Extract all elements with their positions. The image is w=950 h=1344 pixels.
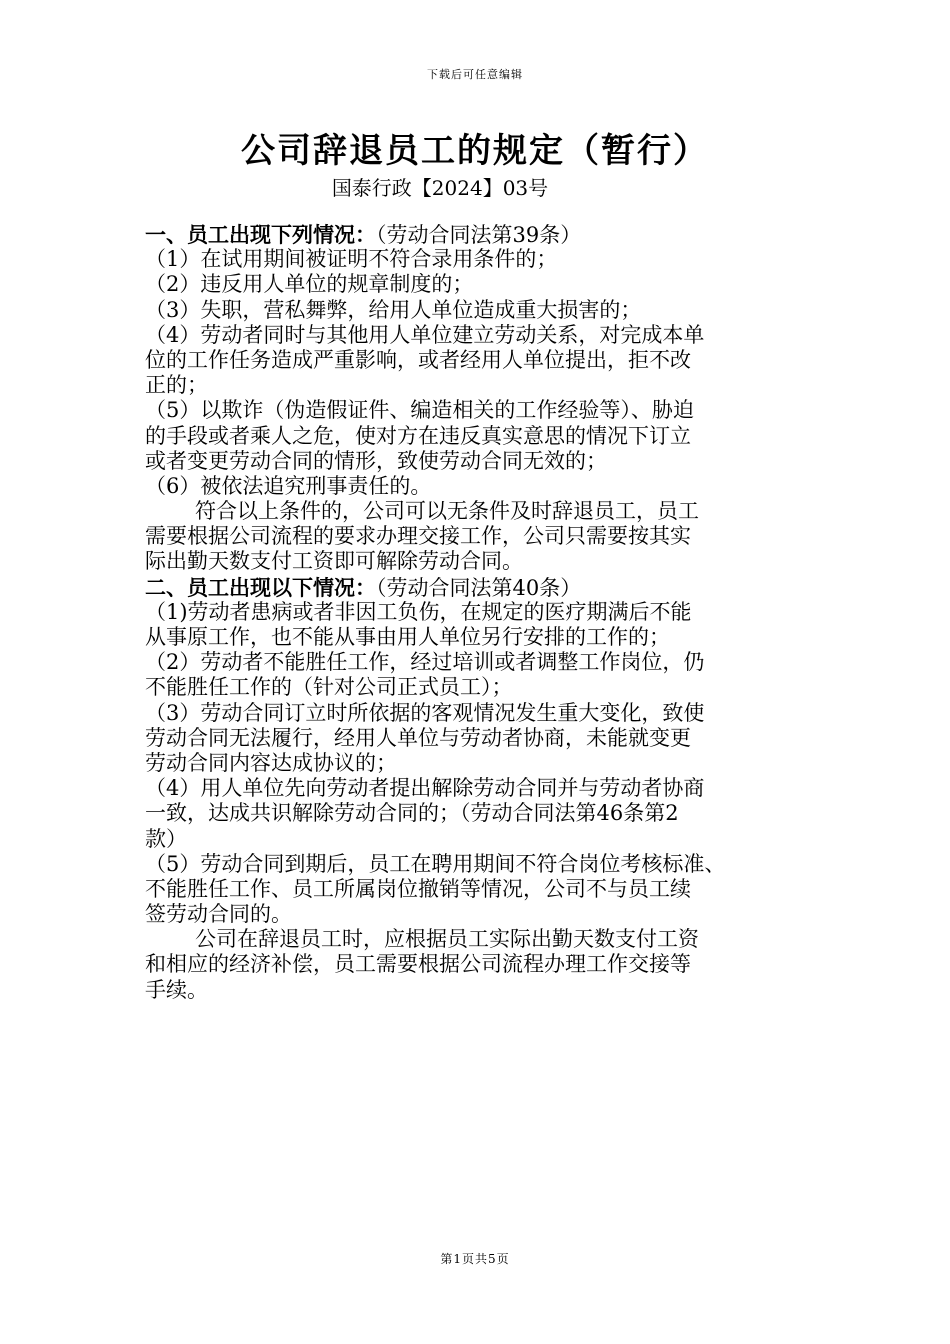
document-body xyxy=(145,222,810,1003)
section2-summary-line: 和相应的经济补偿，员工需要根据公司流程办理工作交接等 xyxy=(145,952,691,977)
section2-heading-line xyxy=(145,575,810,600)
section1-line: （2）违反用人单位的规章制度的； xyxy=(145,272,474,297)
section1-line: 正的； xyxy=(145,373,208,398)
section1-line: 的手段或者乘人之危，使对方在违反真实意思的情况下订立 xyxy=(145,423,691,448)
section2-line: 一致，达成共识解除劳动合同的；（劳动合同法第46条第2 xyxy=(145,801,679,826)
section1-summary-line: 需要根据公司流程的要求办理交接工作，公司只需要按其实 xyxy=(145,524,691,549)
section2-line: （3）劳动合同订立时所依据的客观情况发生重大变化，致使 xyxy=(145,700,705,725)
section2-summary-line: 公司在辞退员工时，应根据员工实际出勤天数支付工资 xyxy=(195,927,699,952)
section2-heading: 二、员工出现以下情况： xyxy=(145,574,376,600)
section2-line: 不能胜任工作的（针对公司正式员工）； xyxy=(145,675,513,700)
section1-line: （4）劳动者同时与其他用人单位建立劳动关系，对完成本单 xyxy=(145,322,705,347)
section2-line: 劳动合同无法履行，经用人单位与劳动者协商，未能就变更 xyxy=(145,725,691,750)
section1-line: 或者变更劳动合同的情形，致使劳动合同无效的； xyxy=(145,448,607,473)
section2-line: （4）用人单位先向劳动者提出解除劳动合同并与劳动者协商 xyxy=(145,776,705,801)
document-number: 国泰行政【2024】03号 xyxy=(331,176,549,200)
section2-line: 签劳动合同的。 xyxy=(145,902,292,927)
section2-summary-line: 手续。 xyxy=(145,977,208,1002)
section2-line: （2）劳动者不能胜任工作，经过培训或者调整工作岗位，仍 xyxy=(145,650,705,675)
section2-line: 不能胜任工作、员工所属岗位撤销等情况，公司不与员工续 xyxy=(145,876,691,901)
document-title: 公司辞退员工的规定（暂行） xyxy=(241,131,709,171)
section1-heading: 一、员工出现下列情况： xyxy=(145,222,376,247)
section1-line: （5）以欺诈（伪造假证件、编造相关的工作经验等）、胁迫 xyxy=(145,398,694,423)
section1-reference: （劳动合同法第39条） xyxy=(376,223,582,247)
section1-heading-line xyxy=(145,222,810,247)
section1-line: （1）在试用期间被证明不符合录用条件的； xyxy=(145,247,558,272)
section1-line: 位的工作任务造成严重影响，或者经用人单位提出，拒不改 xyxy=(145,347,691,372)
section1-summary-line: 际出勤天数支付工资即可解除劳动合同。 xyxy=(145,549,523,574)
section2-line: 款） xyxy=(145,826,187,851)
page-header-note: 下载后可任意编辑 xyxy=(427,68,523,81)
section2-line: （5）劳动合同到期后，员工在聘用期间不符合岗位考核标准、 xyxy=(145,851,726,876)
section1-line: （6）被依法追究刑事责任的。 xyxy=(145,473,432,498)
section2-line: 从事原工作，也不能从事由用人单位另行安排的工作的； xyxy=(145,625,670,649)
page-footer-number: 第1页共5页 xyxy=(440,1252,510,1266)
section1-line: （3）失职，营私舞弊，给用人单位造成重大损害的； xyxy=(145,297,642,322)
section1-summary-line: 符合以上条件的，公司可以无条件及时辞退员工，员工 xyxy=(195,499,699,524)
section2-line: 劳动合同内容达成协议的； xyxy=(145,750,397,775)
section2-reference: （劳动合同法第40条） xyxy=(376,575,582,600)
section2-line: （1)劳动者患病或者非因工负伤，在规定的医疗期满后不能 xyxy=(145,599,692,624)
